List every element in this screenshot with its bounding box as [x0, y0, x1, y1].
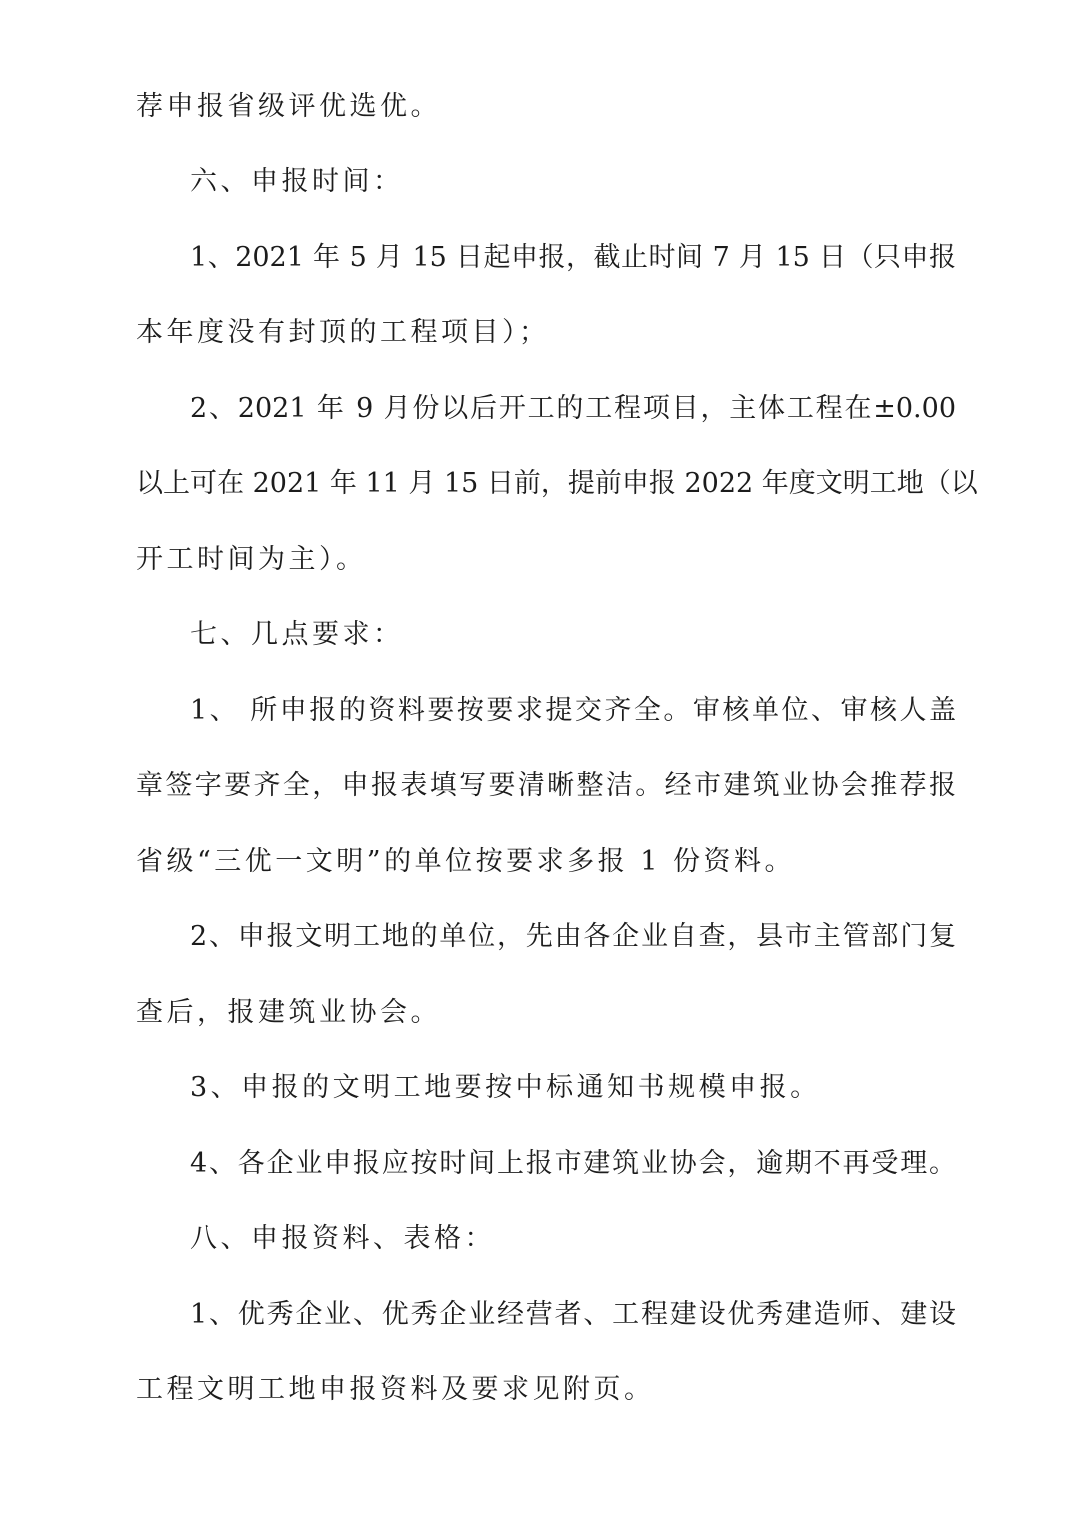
paragraph-8-1-line-1: 1、优秀企业、优秀企业经营者、工程建设优秀建造师、建设 — [190, 1299, 956, 1330]
paragraph-8-1-line-2: 工程文明工地申报资料及要求见附页。 — [136, 1374, 655, 1405]
text-line-continuation: 荐申报省级评优选优。 — [136, 91, 441, 122]
section-heading-7: 七、几点要求： — [190, 619, 404, 650]
paragraph-7-4: 4、各企业申报应按时间上报市建筑业协会，逾期不再受理。 — [190, 1148, 956, 1179]
section-heading-6: 六、申报时间： — [190, 166, 404, 197]
paragraph-6-2-line-1: 2、2021 年 9 月份以后开工的工程项目，主体工程在±0.00 — [190, 393, 956, 424]
paragraph-7-1-line-1: 1、 所申报的资料要按要求提交齐全。审核单位、审核人盖 — [190, 695, 956, 726]
paragraph-6-2-line-3: 开工时间为主）。 — [136, 544, 367, 575]
paragraph-7-2-line-2: 查后，报建筑业协会。 — [136, 997, 441, 1028]
paragraph-7-1-line-3: 省级“三优一文明”的单位按要求多报 1 份资料。 — [136, 846, 795, 877]
section-heading-8: 八、申报资料、表格： — [190, 1223, 495, 1254]
paragraph-6-2-line-2: 以上可在 2021 年 11 月 15 日前，提前申报 2022 年度文明工地（以 — [136, 468, 978, 499]
paragraph-7-1-line-2: 章签字要齐全，申报表填写要清晰整洁。经市建筑业协会推荐报 — [136, 770, 956, 801]
paragraph-7-2-line-1: 2、申报文明工地的单位，先由各企业自查，县市主管部门复 — [190, 921, 956, 952]
paragraph-7-3: 3、申报的文明工地要按中标通知书规模申报。 — [190, 1072, 821, 1103]
paragraph-6-1-line-2: 本年度没有封顶的工程项目）； — [136, 317, 550, 348]
paragraph-6-1-line-1: 1、2021 年 5 月 15 日起申报，截止时间 7 月 15 日（只申报 — [190, 242, 956, 273]
